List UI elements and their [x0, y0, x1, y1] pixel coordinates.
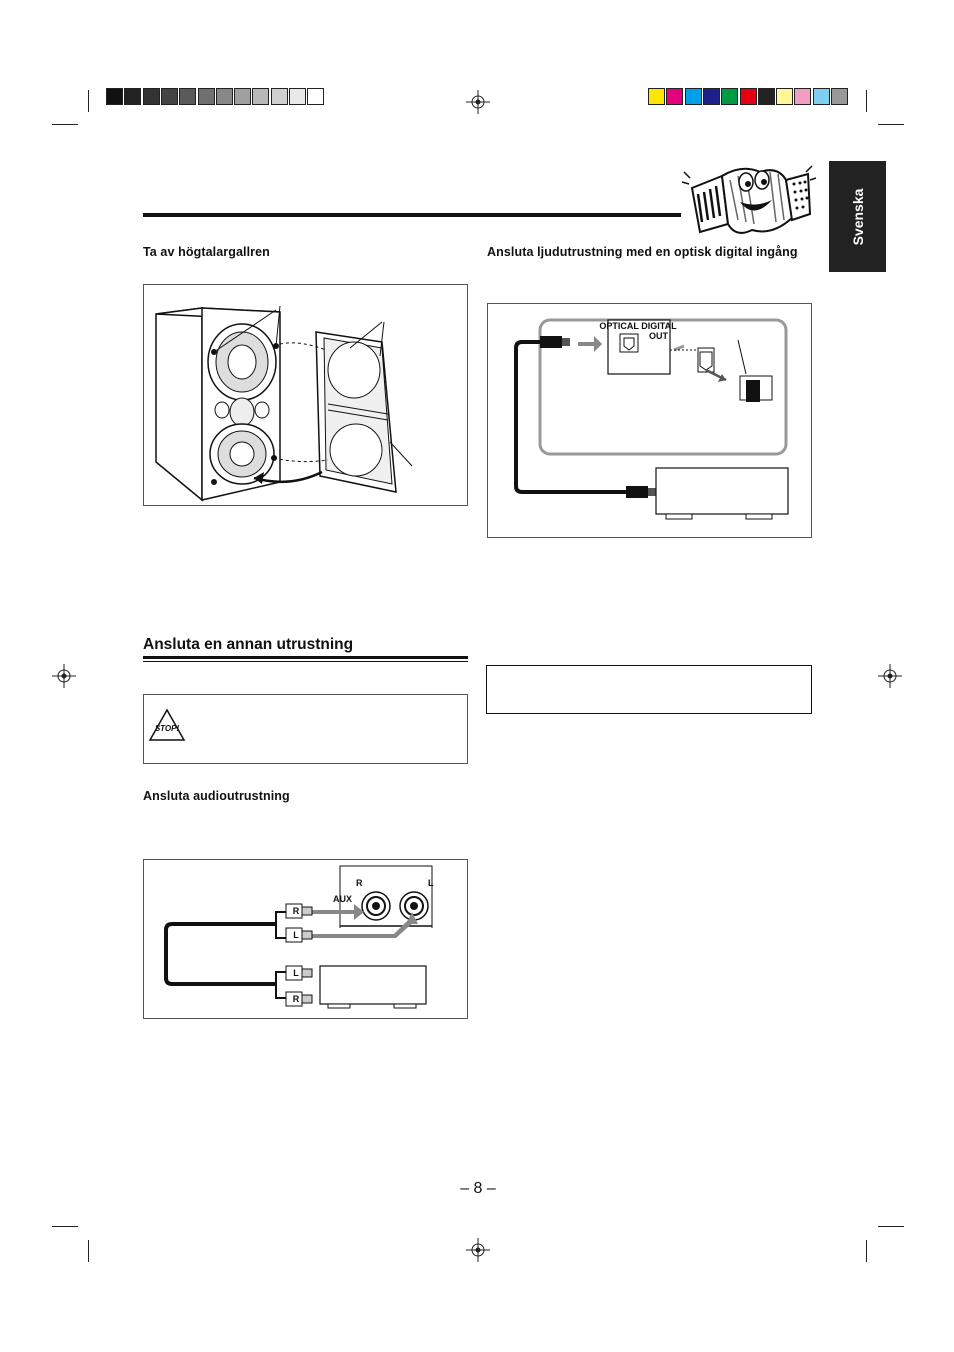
aux-r-label: R [356, 878, 363, 888]
speaker-grille-heading: Ta av högtalargallren [143, 245, 270, 259]
gray-swatch [143, 88, 160, 105]
color-swatch [703, 88, 720, 105]
crop-mark [866, 90, 867, 112]
aux-label: AUX [333, 894, 353, 904]
color-swatch [666, 88, 683, 105]
gray-swatch [216, 88, 233, 105]
woofer-bottom-icon [210, 424, 274, 484]
crop-mark [52, 1226, 78, 1227]
crop-mark [52, 124, 78, 125]
gray-swatch [234, 88, 251, 105]
optical-port-label-line2: OUT [649, 331, 668, 341]
plug-r-label: R [292, 994, 300, 1004]
registration-target-icon [466, 1238, 490, 1262]
audio-heading: Ansluta audioutrustning [143, 789, 290, 803]
crop-mark [88, 1240, 89, 1262]
gray-swatch [252, 88, 269, 105]
color-swatch [776, 88, 793, 105]
page-number: – 8 – [460, 1180, 496, 1197]
crop-mark [878, 124, 904, 125]
gray-swatch [161, 88, 178, 105]
gray-swatch [198, 88, 215, 105]
color-swatch [813, 88, 830, 105]
aux-illustration [150, 864, 462, 1014]
plug-l-label: L [293, 930, 299, 940]
crop-mark [88, 90, 89, 112]
color-swatch [721, 88, 738, 105]
aux-jack-r-icon [362, 892, 390, 920]
crop-mark [866, 1240, 867, 1262]
color-swatch [831, 88, 848, 105]
warning-box [143, 694, 468, 764]
stop-label: STOP! [154, 724, 180, 733]
gray-swatch [307, 88, 324, 105]
color-swatch [685, 88, 702, 105]
optical-port-label [598, 321, 678, 341]
registration-target-icon [52, 664, 76, 688]
registration-target-icon [466, 90, 490, 114]
woofer-top-icon [208, 324, 276, 400]
gray-swatch [271, 88, 288, 105]
color-swatch [758, 88, 775, 105]
registration-target-icon [878, 664, 902, 688]
plug-l-label: L [293, 968, 299, 978]
gray-swatch [124, 88, 141, 105]
language-tab-label: Svenska [849, 188, 866, 245]
color-swatch [648, 88, 665, 105]
speaker-illustration [150, 292, 462, 502]
header-rule [143, 213, 681, 217]
optical-port-label-line1: OPTICAL DIGITAL [599, 321, 677, 331]
gray-swatch [179, 88, 196, 105]
aux-l-label: L [428, 878, 434, 888]
gray-swatch [106, 88, 123, 105]
plug-r-label: R [292, 906, 300, 916]
language-tab [829, 161, 886, 272]
other-equipment-title: Ansluta en annan utrustning [143, 636, 354, 653]
accordion-mascot-icon [682, 158, 818, 242]
info-box [486, 665, 812, 714]
optical-heading: Ansluta ljudutrustning med en optisk digital ingång [487, 245, 798, 259]
gray-swatch [289, 88, 306, 105]
color-swatch [740, 88, 757, 105]
crop-mark [878, 1226, 904, 1227]
optical-illustration [494, 310, 806, 532]
other-equipment-rule-thin [143, 661, 468, 662]
aux-jack-l-icon [400, 892, 428, 920]
color-swatch [794, 88, 811, 105]
other-equipment-rule [143, 656, 468, 659]
